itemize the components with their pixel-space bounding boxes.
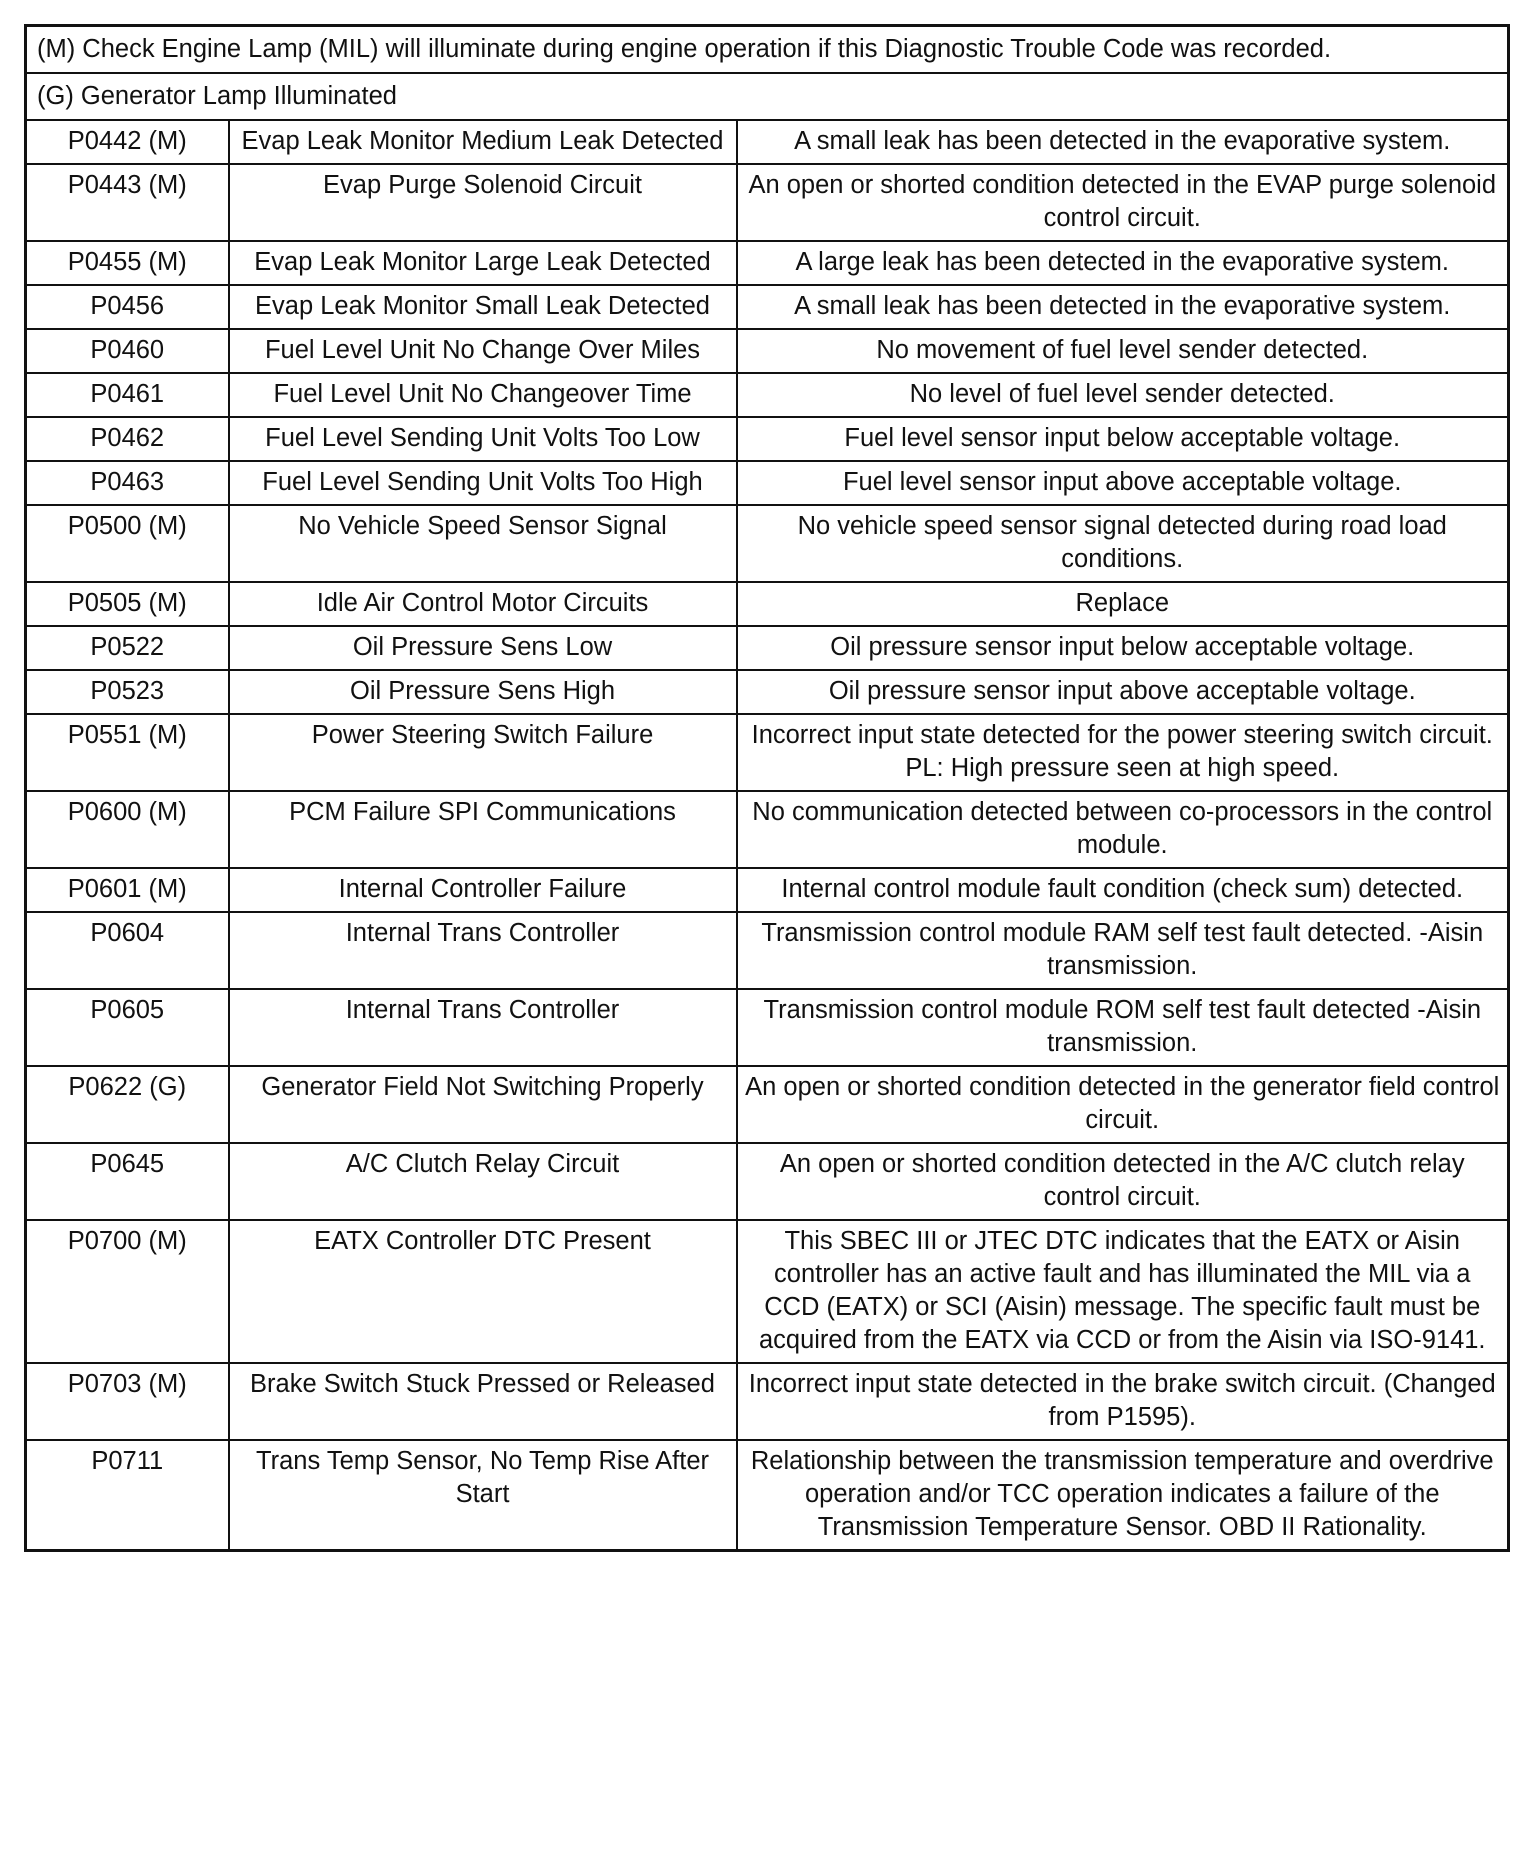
dtc-code-cell: P0645 — [26, 1143, 229, 1220]
dtc-condition-cell: Fuel level sensor input above acceptable voltage. — [737, 461, 1509, 505]
dtc-condition-cell: Transmission control module RAM self test fault detected. -Aisin transmission. — [737, 912, 1509, 989]
table-row — [26, 461, 1509, 505]
dtc-condition-cell: An open or shorted condition detected in the A/C clutch relay control circuit. — [737, 1143, 1509, 1220]
table-row — [26, 373, 1509, 417]
table-row — [26, 1220, 1509, 1363]
dtc-condition-cell: Incorrect input state detected in the brake switch circuit. (Changed from P1595). — [737, 1363, 1509, 1440]
dtc-code-cell: P0522 — [26, 626, 229, 670]
dtc-condition-cell: No level of fuel level sender detected. — [737, 373, 1509, 417]
dtc-description-cell: Internal Trans Controller — [229, 989, 737, 1066]
dtc-table — [24, 24, 1510, 1552]
dtc-description-cell: Power Steering Switch Failure — [229, 714, 737, 791]
mil-note: (M) Check Engine Lamp (MIL) will illuminate during engine operation if this Diagnostic Trouble Code was recorded. — [26, 26, 1509, 74]
dtc-condition-cell: An open or shorted condition detected in the generator field control circuit. — [737, 1066, 1509, 1143]
dtc-code-cell: P0703 (M) — [26, 1363, 229, 1440]
dtc-code-cell: P0600 (M) — [26, 791, 229, 868]
dtc-code-cell: P0456 — [26, 285, 229, 329]
dtc-code-cell: P0622 (G) — [26, 1066, 229, 1143]
table-row — [26, 989, 1509, 1066]
dtc-condition-cell: Replace — [737, 582, 1509, 626]
dtc-code-cell: P0462 — [26, 417, 229, 461]
dtc-condition-cell: Incorrect input state detected for the power steering switch circuit. PL: High pressure seen at high speed. — [737, 714, 1509, 791]
dtc-description-cell: Fuel Level Unit No Changeover Time — [229, 373, 737, 417]
dtc-description-cell: Oil Pressure Sens High — [229, 670, 737, 714]
table-row — [26, 505, 1509, 582]
table-row — [26, 120, 1509, 164]
dtc-condition-cell: An open or shorted condition detected in the EVAP purge solenoid control circuit. — [737, 164, 1509, 241]
dtc-description-cell: Idle Air Control Motor Circuits — [229, 582, 737, 626]
dtc-condition-cell: No vehicle speed sensor signal detected during road load conditions. — [737, 505, 1509, 582]
dtc-condition-cell: Internal control module fault condition (check sum) detected. — [737, 868, 1509, 912]
dtc-description-cell: A/C Clutch Relay Circuit — [229, 1143, 737, 1220]
table-row — [26, 285, 1509, 329]
dtc-code-cell: P0461 — [26, 373, 229, 417]
dtc-code-cell: P0442 (M) — [26, 120, 229, 164]
dtc-description-cell: Evap Leak Monitor Medium Leak Detected — [229, 120, 737, 164]
dtc-description-cell: EATX Controller DTC Present — [229, 1220, 737, 1363]
dtc-condition-cell: Oil pressure sensor input above acceptable voltage. — [737, 670, 1509, 714]
dtc-condition-cell: Relationship between the transmission temperature and overdrive operation and/or TCC operation indicates a failure of the Transmission Temperature Sensor. OBD II Rationality. — [737, 1440, 1509, 1551]
dtc-description-cell: PCM Failure SPI Communications — [229, 791, 737, 868]
dtc-code-cell: P0605 — [26, 989, 229, 1066]
table-row — [26, 164, 1509, 241]
dtc-document — [24, 24, 1507, 1552]
dtc-code-cell: P0455 (M) — [26, 241, 229, 285]
table-row — [26, 626, 1509, 670]
dtc-description-cell: Trans Temp Sensor, No Temp Rise After Start — [229, 1440, 737, 1551]
dtc-description-cell: Generator Field Not Switching Properly — [229, 1066, 737, 1143]
dtc-code-cell: P0523 — [26, 670, 229, 714]
table-row — [26, 417, 1509, 461]
dtc-description-cell: Fuel Level Unit No Change Over Miles — [229, 329, 737, 373]
dtc-condition-cell: A large leak has been detected in the evaporative system. — [737, 241, 1509, 285]
table-row — [26, 1143, 1509, 1220]
dtc-description-cell: Evap Leak Monitor Small Leak Detected — [229, 285, 737, 329]
dtc-code-cell: P0601 (M) — [26, 868, 229, 912]
note-row-mil — [26, 26, 1509, 74]
dtc-code-cell: P0443 (M) — [26, 164, 229, 241]
dtc-code-cell: P0711 — [26, 1440, 229, 1551]
dtc-condition-cell: No communication detected between co-processors in the control module. — [737, 791, 1509, 868]
dtc-condition-cell: Fuel level sensor input below acceptable voltage. — [737, 417, 1509, 461]
table-row — [26, 912, 1509, 989]
note-row-generator — [26, 73, 1509, 120]
table-row — [26, 241, 1509, 285]
dtc-code-cell: P0460 — [26, 329, 229, 373]
dtc-code-cell: P0700 (M) — [26, 1220, 229, 1363]
dtc-code-cell: P0551 (M) — [26, 714, 229, 791]
dtc-code-cell: P0505 (M) — [26, 582, 229, 626]
table-row — [26, 1440, 1509, 1551]
table-row — [26, 1066, 1509, 1143]
dtc-description-cell: Fuel Level Sending Unit Volts Too Low — [229, 417, 737, 461]
dtc-description-cell: Oil Pressure Sens Low — [229, 626, 737, 670]
dtc-code-cell: P0604 — [26, 912, 229, 989]
table-row — [26, 714, 1509, 791]
dtc-condition-cell: Transmission control module ROM self test fault detected -Aisin transmission. — [737, 989, 1509, 1066]
table-row — [26, 1363, 1509, 1440]
dtc-condition-cell: A small leak has been detected in the evaporative system. — [737, 285, 1509, 329]
dtc-condition-cell: No movement of fuel level sender detected. — [737, 329, 1509, 373]
table-row — [26, 670, 1509, 714]
table-row — [26, 868, 1509, 912]
dtc-condition-cell: A small leak has been detected in the evaporative system. — [737, 120, 1509, 164]
dtc-condition-cell: Oil pressure sensor input below acceptable voltage. — [737, 626, 1509, 670]
dtc-description-cell: Evap Purge Solenoid Circuit — [229, 164, 737, 241]
table-row — [26, 582, 1509, 626]
table-row — [26, 329, 1509, 373]
dtc-description-cell: Internal Controller Failure — [229, 868, 737, 912]
dtc-description-cell: Brake Switch Stuck Pressed or Released — [229, 1363, 737, 1440]
dtc-code-cell: P0500 (M) — [26, 505, 229, 582]
table-row — [26, 791, 1509, 868]
dtc-condition-cell: This SBEC III or JTEC DTC indicates that the EATX or Aisin controller has an active fault and has illuminated the MIL via a CCD (EATX) or SCI (Aisin) message. The specific fault must be acquired from the EATX via CCD or from the Aisin via ISO-9141. — [737, 1220, 1509, 1363]
dtc-description-cell: No Vehicle Speed Sensor Signal — [229, 505, 737, 582]
dtc-code-cell: P0463 — [26, 461, 229, 505]
dtc-description-cell: Evap Leak Monitor Large Leak Detected — [229, 241, 737, 285]
dtc-description-cell: Internal Trans Controller — [229, 912, 737, 989]
generator-note: (G) Generator Lamp Illuminated — [26, 73, 1509, 120]
dtc-description-cell: Fuel Level Sending Unit Volts Too High — [229, 461, 737, 505]
